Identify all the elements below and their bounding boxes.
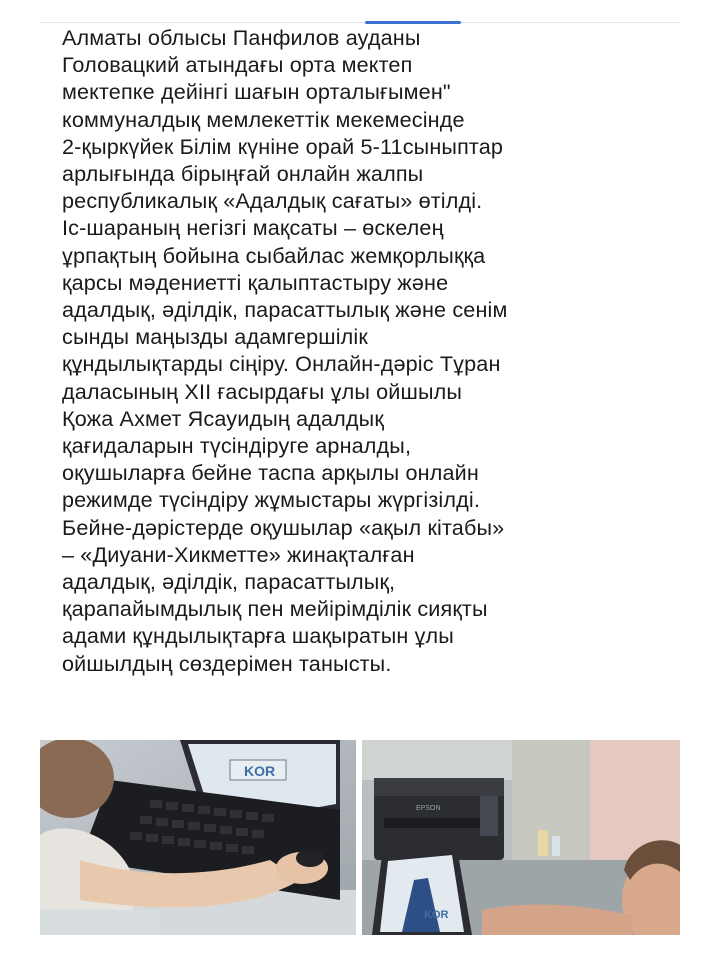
article-line: оқушыларға бейне таспа арқылы онлайн [62, 460, 479, 486]
article-line: Головацкий атындағы орта мектеп [62, 52, 413, 78]
article-line: 2-қыркүйек Білім күніне орай 5-11сыныптар [62, 133, 504, 159]
article-line: Қожа Ахмет Ясауидың адалдық [62, 405, 384, 431]
article-line: құндылықтарды сіңіру. Онлайн-дәріс Тұран [62, 351, 501, 377]
photo-child-laptop [40, 740, 356, 935]
article-line: коммуналдық мемлекеттік мекемесінде [62, 106, 465, 132]
article-line: қарсы мәдениетті қалыптастыру және [62, 269, 449, 295]
article-line: адалдық, әділдік, парасаттылық, [62, 569, 396, 595]
article-line: адами құндылықтарға шақыратын ұлы [62, 623, 454, 649]
article-line: даласының XII ғасырдағы ұлы ойшылы [62, 378, 463, 404]
article-line: адалдық, әділдік, парасаттылық және сенім [62, 297, 508, 323]
article-line: қарапайымдылық пен мейірімділік сияқты [62, 596, 488, 622]
photo-printer-child-image [362, 740, 680, 935]
article-line: – «Диуани-Хикметте» жинақталған [62, 541, 415, 567]
photo-printer-child [362, 740, 680, 935]
article-line: республикалық «Адалдық сағаты» өтілді. [62, 188, 483, 214]
article-line: мектепке дейінгі шағын орталығымен" [62, 79, 451, 105]
left-screen-text: KOR [244, 763, 276, 779]
article-line: Бейне-дәрістерде оқушылар «ақыл кітабы» [62, 514, 505, 540]
photo-child-laptop-image [40, 740, 356, 935]
top-divider [40, 22, 680, 23]
article-line: Алматы облысы Панфилов ауданы [62, 25, 421, 50]
printer-brand-text: EPSON [416, 805, 441, 812]
article-line: арлығында бірыңғай онлайн жалпы [62, 161, 424, 187]
article-line: режимде түсіндіру жұмыстары жүргізілді. [62, 487, 480, 513]
right-screen-text: KOR [424, 909, 449, 921]
article-line: ұрпақтың бойына сыбайлас жемқорлыққа [62, 242, 486, 268]
article-line: қағидаларын түсіндіруге арналды, [62, 433, 412, 459]
article-text [62, 24, 682, 677]
photo-row [40, 740, 680, 935]
article-line: Іс-шараның негізгі мақсаты – өскелең [62, 215, 444, 241]
article-line: ойшылдың сөздерімен танысты. [62, 650, 392, 676]
article-line: сынды маңызды адамгершілік [62, 324, 368, 350]
